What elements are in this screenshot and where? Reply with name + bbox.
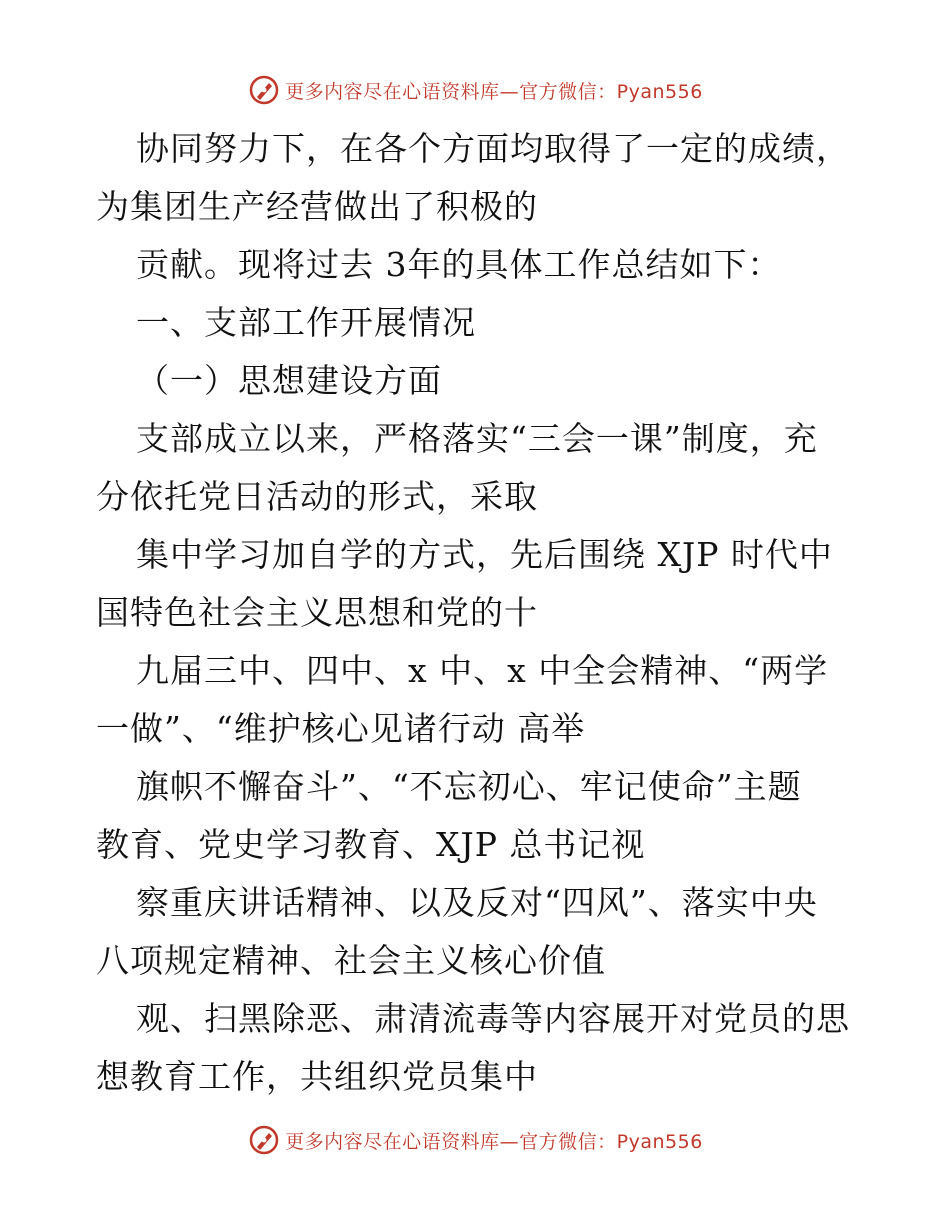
text-line: 一做”、“维护核心见诸行动 高举 xyxy=(96,709,586,748)
text-line: 观、扫黑除恶、肃清流毒等内容展开对党员的思 xyxy=(136,999,850,1038)
text-line: 九届三中、四中、x 中、x 中全会精神、“两学 xyxy=(136,651,829,690)
text-line: 八项规定精神、社会主义核心价值 xyxy=(96,941,606,980)
text-line: （一）思想建设方面 xyxy=(136,361,442,400)
document-body xyxy=(96,120,866,1106)
text-line: 协同努力下，在各个方面均取得了一定的成绩， xyxy=(136,129,850,168)
text-line: 教育、党史学习教育、XJP 总书记视 xyxy=(96,825,646,864)
text-line: 旗帜不懈奋斗”、“不忘初心、牢记使命”主题 xyxy=(136,767,802,806)
text-line: 贡献。现将过去 3年的具体工作总结如下： xyxy=(136,245,782,284)
text-line: 集中学习加自学的方式，先后围绕 XJP 时代中 xyxy=(136,535,833,574)
text-line: 分依托党日活动的形式，采取 xyxy=(96,477,538,516)
text-line: 国特色社会主义思想和党的十 xyxy=(96,593,538,632)
text-line: 为集团生产经营做出了积极的 xyxy=(96,187,538,226)
watermark-text: 更多内容尽在心语资料库—官方微信：Pyan556 xyxy=(285,1130,703,1153)
pen-nib-logo-icon xyxy=(247,73,281,107)
text-line: 支部成立以来，严格落实“三会一课”制度，充 xyxy=(136,419,818,458)
text-line: 想教育工作，共组织党员集中 xyxy=(96,1057,538,1096)
footer-watermark xyxy=(0,1120,950,1160)
text-line: 察重庆讲话精神、以及反对“四风”、落实中央 xyxy=(136,883,818,922)
watermark-text: 更多内容尽在心语资料库—官方微信：Pyan556 xyxy=(285,80,703,103)
header-watermark xyxy=(0,70,950,110)
pen-nib-logo-icon xyxy=(247,1123,281,1157)
text-line: 一、支部工作开展情况 xyxy=(136,303,476,342)
